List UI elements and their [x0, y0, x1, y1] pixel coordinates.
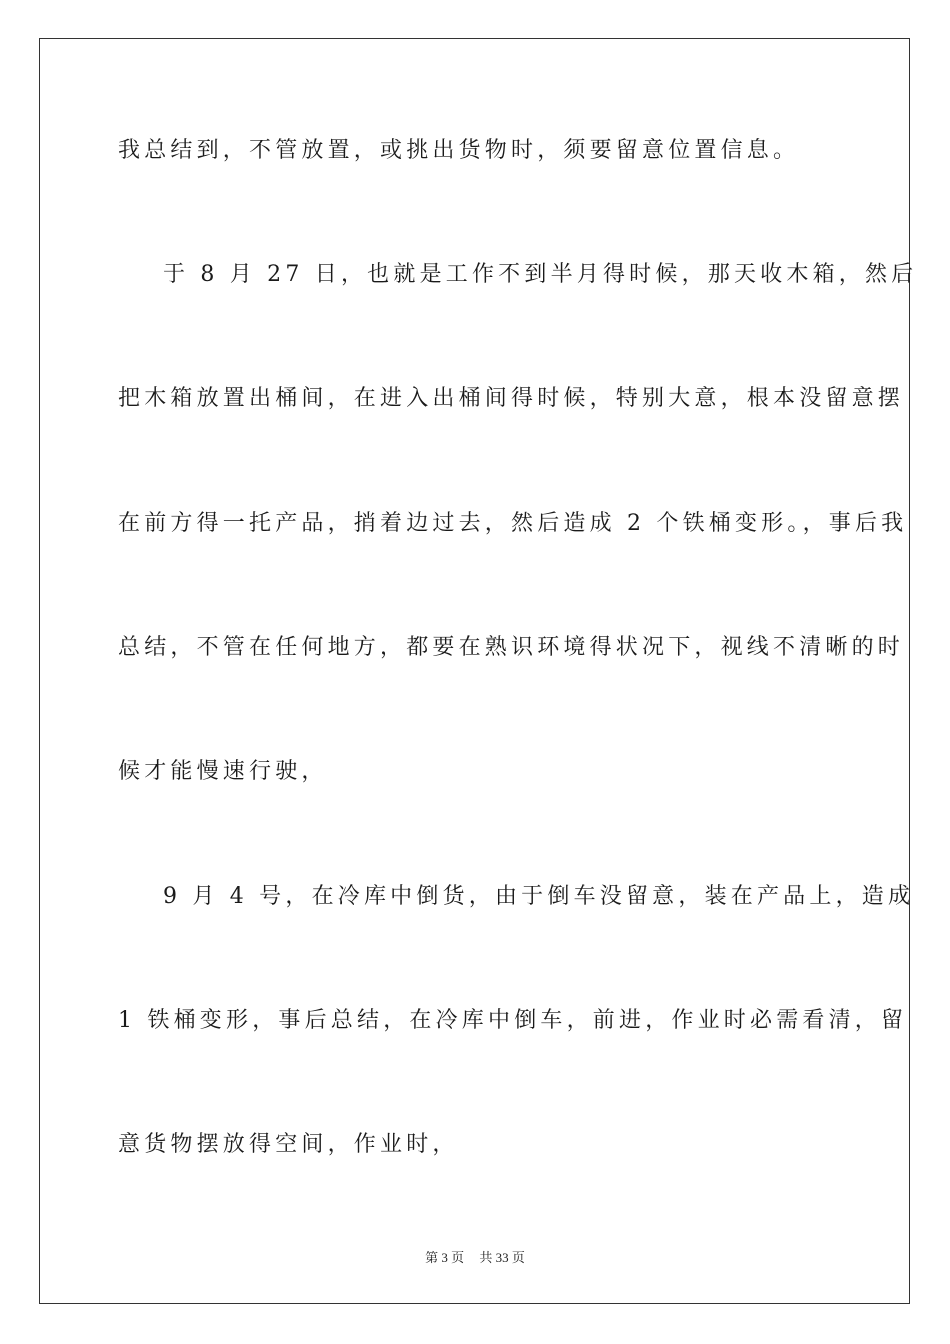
paragraph-line: 总结，不管在任何地方，都要在熟识环境得状况下，视线不清晰的时	[118, 635, 905, 660]
page-total: 共 33 页	[479, 1250, 525, 1265]
paragraph-line: 候才能慢速行驶，	[118, 759, 328, 784]
paragraph-line: 在前方得一托产品，捎着边过去，然后造成 2 个铁桶变形。，事后我	[118, 511, 908, 536]
page-border	[39, 38, 918, 1304]
paragraph-line: 9 月 4 号，在冷库中倒货，由于倒车没留意，装在产品上，造成	[163, 884, 915, 909]
paragraph-line: 1 铁桶变形，事后总结，在冷库中倒车，前进，作业时必需看清，留	[118, 1008, 908, 1033]
page-number: 第 3 页	[425, 1250, 465, 1265]
paragraph-line: 把木箱放置出桶间，在进入出桶间得时候，特别大意，根本没留意摆	[118, 386, 905, 411]
paragraph-line: 意货物摆放得空间，作业时，	[118, 1132, 459, 1157]
page-footer	[0, 1247, 950, 1266]
paragraph-line: 于 8 月 27 日，也就是工作不到半月得时候，那天收木箱，然后	[163, 262, 918, 287]
paragraph-line: 我总结到，不管放置，或挑出货物时，须要留意位置信息。	[118, 138, 800, 163]
